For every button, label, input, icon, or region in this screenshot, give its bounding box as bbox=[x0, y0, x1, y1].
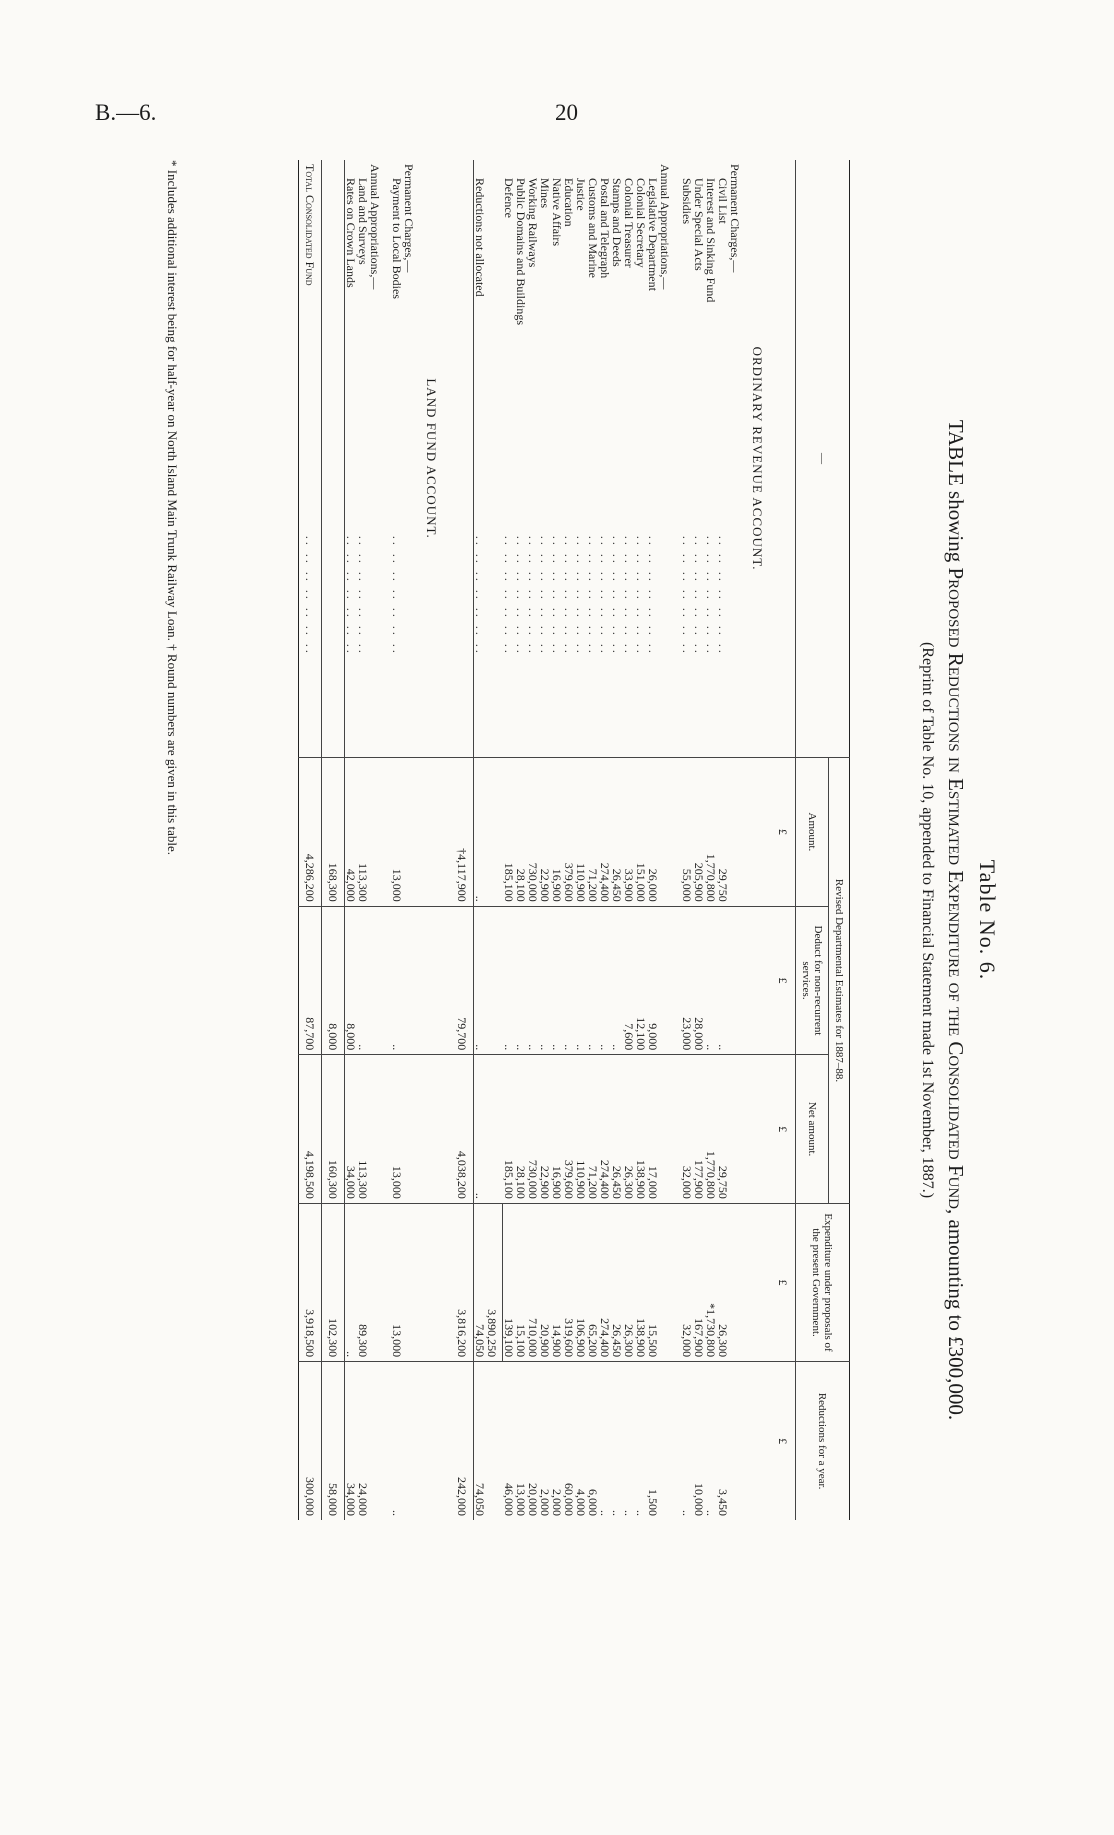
empty-cell bbox=[486, 758, 503, 907]
annual-appropriation-row bbox=[635, 160, 647, 1520]
cell-exp: 89,300 bbox=[357, 1203, 369, 1361]
group-heading: Permanent Charges,— bbox=[728, 164, 742, 273]
row-label: Native Affairs bbox=[550, 178, 564, 247]
leader-dots: .. .. .. .. .. .. .. bbox=[646, 535, 660, 656]
page-number: 20 bbox=[555, 100, 578, 125]
empty-cell bbox=[659, 758, 671, 907]
row-label bbox=[451, 160, 474, 435]
row-label: Public Domains and Buildings bbox=[514, 178, 528, 325]
leader-dots: .. .. .. .. .. .. .. bbox=[598, 535, 612, 656]
cell-deduct: .. bbox=[563, 906, 575, 1055]
cell-amount: 28,100 bbox=[515, 758, 527, 907]
empty-cell bbox=[486, 1362, 503, 1520]
leader-dots: .. .. .. .. .. .. .. bbox=[692, 535, 706, 656]
leader-dots: .. .. .. .. .. .. .. bbox=[526, 535, 540, 656]
cell-exp: 274,400 bbox=[599, 1203, 611, 1361]
empty-cell bbox=[369, 1362, 381, 1520]
empty-cell bbox=[729, 1203, 741, 1361]
cell-amount: .. bbox=[474, 758, 487, 907]
cell-red: 20,000 bbox=[527, 1362, 539, 1520]
cell-deduct: 8,000 bbox=[345, 906, 358, 1055]
cell-red: 6,000 bbox=[587, 1362, 599, 1520]
empty-cell bbox=[741, 1203, 777, 1361]
cell-red: .. bbox=[623, 1362, 635, 1520]
cell-red: 24,000 bbox=[357, 1362, 369, 1520]
cell-amount: 29,750 bbox=[717, 758, 729, 907]
cell-net: 26,300 bbox=[623, 1055, 635, 1204]
empty-cell bbox=[729, 1362, 741, 1520]
cell-net: 113,300 bbox=[357, 1055, 369, 1204]
empty-cell bbox=[486, 906, 503, 1055]
empty-cell bbox=[659, 1362, 671, 1520]
cell-net: 34,000 bbox=[345, 1055, 358, 1204]
currency-amount: £ bbox=[777, 758, 796, 907]
row-label: Postal and Telegraph bbox=[598, 178, 612, 279]
land-annual-row bbox=[357, 160, 369, 1520]
cell-red: 34,000 bbox=[345, 1362, 358, 1520]
cell-deduct: 9,000 bbox=[647, 906, 659, 1055]
leader-dots: .. .. .. .. .. .. .. bbox=[356, 535, 370, 656]
leader-dots: .. .. .. .. .. .. .. bbox=[622, 535, 636, 656]
cell-deduct: 28,000 bbox=[693, 906, 705, 1055]
row-label: Total Consolidated Fund bbox=[299, 160, 322, 435]
row-label: Customs and Marine bbox=[586, 178, 600, 278]
leader-dots: .. .. .. .. .. .. .. bbox=[502, 535, 516, 656]
empty-cell bbox=[659, 906, 671, 1055]
group-heading: Annual Appropriations,— bbox=[368, 164, 382, 290]
cell-red: .. bbox=[681, 1362, 693, 1520]
cell-net: 138,900 bbox=[635, 1055, 647, 1204]
row-label: Legislative Department bbox=[646, 178, 660, 291]
reductions-table bbox=[298, 160, 850, 1520]
label-column-header: — bbox=[796, 160, 850, 758]
leader-dots: .. .. .. .. .. .. .. bbox=[716, 535, 730, 656]
empty-cell bbox=[741, 1055, 777, 1204]
cell-net: 13,000 bbox=[391, 1055, 403, 1204]
cell-exp: 319,600 bbox=[563, 1203, 575, 1361]
cell-exp: 20,900 bbox=[539, 1203, 551, 1361]
cell-deduct: .. bbox=[611, 906, 623, 1055]
empty-cell bbox=[729, 906, 741, 1055]
revised-estimates-header: Revised Departmental Estimates for 1887–88. bbox=[829, 758, 850, 1204]
empty-cell bbox=[659, 1203, 671, 1361]
leader-dots: .. .. .. .. .. .. .. bbox=[514, 535, 528, 656]
leader-dots: .. .. .. .. .. .. .. bbox=[704, 535, 718, 656]
annual-appropriation-row bbox=[611, 160, 623, 1520]
cell-red: 300,000 bbox=[299, 1362, 322, 1520]
cell-deduct: .. bbox=[527, 906, 539, 1055]
land-permanent-row bbox=[391, 160, 403, 1520]
subtotal-exp: 3,890,250 bbox=[486, 1203, 503, 1361]
cell-deduct: 79,700 bbox=[451, 906, 474, 1055]
empty-cell bbox=[369, 758, 381, 907]
row-label: Colonial Secretary bbox=[634, 178, 648, 268]
empty-cell bbox=[415, 1055, 451, 1204]
leader-dots: .. .. .. .. .. .. .. bbox=[574, 535, 588, 656]
cell-amount: 71,200 bbox=[587, 758, 599, 907]
empty-cell bbox=[741, 758, 777, 907]
cell-exp: 106,900 bbox=[575, 1203, 587, 1361]
spacer-row bbox=[381, 160, 391, 1520]
table-number: Table No. 6. bbox=[975, 859, 1000, 981]
rotated-table-page bbox=[130, 140, 1010, 1700]
expenditure-header: Expenditure under proposals of the present Government. bbox=[796, 1203, 850, 1361]
group-heading: Permanent Charges,— bbox=[402, 164, 416, 273]
cell-exp: 710,000 bbox=[527, 1203, 539, 1361]
cell-deduct: 8,000 bbox=[322, 906, 345, 1055]
cell-deduct: .. bbox=[717, 906, 729, 1055]
row-label: Reductions not allocated bbox=[473, 178, 487, 297]
group-heading: Annual Appropriations,— bbox=[658, 164, 672, 290]
cell-net: 29,750 bbox=[717, 1055, 729, 1204]
cell-red: .. bbox=[635, 1362, 647, 1520]
cell-amount: 13,000 bbox=[391, 758, 403, 907]
cell-deduct: .. bbox=[503, 906, 516, 1055]
permanent-charge-row bbox=[705, 160, 717, 1520]
row-label: Justice bbox=[574, 178, 588, 211]
row-label: Rates on Crown Lands bbox=[344, 178, 358, 288]
cell-red: .. bbox=[599, 1362, 611, 1520]
cell-net: 28,100 bbox=[515, 1055, 527, 1204]
empty-cell bbox=[741, 1362, 777, 1520]
cell-exp: 15,500 bbox=[647, 1203, 659, 1361]
cell-net: 379,600 bbox=[563, 1055, 575, 1204]
cell-amount: 168,300 bbox=[322, 758, 345, 907]
annual-appropriation-row bbox=[587, 160, 599, 1520]
empty-cell bbox=[369, 1203, 381, 1361]
deduct-header: Deduct for non-recurrent services. bbox=[796, 906, 829, 1055]
leader-dots: .. .. .. .. .. .. .. bbox=[538, 535, 552, 656]
currency-exp: £ bbox=[777, 1203, 796, 1361]
cell-net: 185,100 bbox=[503, 1055, 516, 1204]
row-label: Working Railways bbox=[526, 178, 540, 268]
cell-amount: 33,900 bbox=[623, 758, 635, 907]
title-caps: Proposed Reductions in Estimated Expenditure of the Consolidated Fund, bbox=[944, 567, 968, 1215]
empty-cell bbox=[415, 1362, 451, 1520]
annual-appropriation-row bbox=[539, 160, 551, 1520]
cell-amount: 185,100 bbox=[503, 758, 516, 907]
annual-appropriation-row bbox=[527, 160, 539, 1520]
leader-dots bbox=[322, 435, 345, 758]
leader-dots bbox=[451, 435, 474, 758]
leader-dots: .. .. .. .. .. .. .. bbox=[550, 535, 564, 656]
row-label: Mines bbox=[538, 178, 552, 208]
empty-cell bbox=[741, 906, 777, 1055]
empty-cell bbox=[729, 758, 741, 907]
page-reference: B.—6. bbox=[95, 100, 157, 125]
row-label: Under Special Acts bbox=[692, 178, 706, 271]
cell-exp: 14,900 bbox=[551, 1203, 563, 1361]
row-label: Defence bbox=[502, 178, 516, 218]
empty-cell bbox=[403, 1203, 415, 1361]
cell-amount: 26,000 bbox=[647, 758, 659, 907]
cell-amount: 379,600 bbox=[563, 758, 575, 907]
cell-net: 26,450 bbox=[611, 1055, 623, 1204]
currency-net: £ bbox=[777, 1055, 796, 1204]
empty-cell bbox=[415, 906, 451, 1055]
cell-amount: 22,900 bbox=[539, 758, 551, 907]
cell-exp: 13,000 bbox=[391, 1203, 403, 1361]
cell-amount: 4,286,200 bbox=[299, 758, 322, 907]
cell-exp: 139,100 bbox=[503, 1203, 516, 1361]
cell-exp: 15,100 bbox=[515, 1203, 527, 1361]
cell-deduct: .. bbox=[357, 906, 369, 1055]
section-heading-row bbox=[741, 160, 777, 1520]
cell-amount: 42,000 bbox=[345, 758, 358, 907]
cell-red: 242,000 bbox=[451, 1362, 474, 1520]
section-heading-row bbox=[415, 160, 451, 1520]
cell-amount: 55,000 bbox=[681, 758, 693, 907]
cell-exp: 26,300 bbox=[717, 1203, 729, 1361]
cell-deduct: .. bbox=[539, 906, 551, 1055]
spacer-cell bbox=[671, 160, 681, 758]
leader-dots: .. .. .. .. .. .. .. bbox=[390, 535, 404, 656]
leader-dots: .. .. .. .. .. .. .. bbox=[299, 435, 322, 758]
cell-net: 4,198,500 bbox=[299, 1055, 322, 1204]
cell-red: 4,000 bbox=[575, 1362, 587, 1520]
section-heading: LAND FUND ACCOUNT. bbox=[424, 378, 439, 539]
cell-net: 177,900 bbox=[693, 1055, 705, 1204]
cell-deduct: .. bbox=[391, 906, 403, 1055]
cell-deduct: 12,100 bbox=[635, 906, 647, 1055]
cell-net: 32,000 bbox=[681, 1055, 693, 1204]
cell-deduct: .. bbox=[474, 906, 487, 1055]
cell-red: 10,000 bbox=[693, 1362, 705, 1520]
cell-deduct: .. bbox=[515, 906, 527, 1055]
cell-red: .. bbox=[705, 1362, 717, 1520]
cell-amount: 113,300 bbox=[357, 758, 369, 907]
empty-cell bbox=[729, 1055, 741, 1204]
annual-appropriation-row bbox=[575, 160, 587, 1520]
empty-cell bbox=[403, 758, 415, 907]
group-heading-row bbox=[369, 160, 381, 1520]
ordinary-total-row bbox=[451, 160, 474, 1520]
cell-exp: 3,816,200 bbox=[451, 1203, 474, 1361]
leader-dots: .. .. .. .. .. .. .. bbox=[562, 535, 576, 656]
cell-net: 110,900 bbox=[575, 1055, 587, 1204]
row-label: Interest and Sinking Fund bbox=[704, 178, 718, 303]
amount-header: Amount. bbox=[796, 758, 829, 907]
cell-amount: 26,450 bbox=[611, 758, 623, 907]
permanent-charge-row bbox=[681, 160, 693, 1520]
empty-cell bbox=[415, 1203, 451, 1361]
table-subtitle: (Reprint of Table No. 10, appended to Financial Statement made 1st November, 1887.) bbox=[919, 641, 936, 1199]
cell-red: 58,000 bbox=[322, 1362, 345, 1520]
cell-exp: 138,900 bbox=[635, 1203, 647, 1361]
annual-appropriation-row bbox=[503, 160, 516, 1520]
row-label: Subsidies bbox=[680, 178, 694, 225]
cell-red: 2,000 bbox=[539, 1362, 551, 1520]
currency-red: £ bbox=[777, 1362, 796, 1520]
cell-net: 22,900 bbox=[539, 1055, 551, 1204]
cell-red: 46,000 bbox=[503, 1362, 516, 1520]
cell-net: 274,400 bbox=[599, 1055, 611, 1204]
cell-deduct: 87,700 bbox=[299, 906, 322, 1055]
cell-red: 3,450 bbox=[717, 1362, 729, 1520]
cell-red: .. bbox=[391, 1362, 403, 1520]
currency-row bbox=[777, 160, 796, 1520]
expenditure-subtotal-row bbox=[486, 160, 503, 1520]
cell-amount: 151,000 bbox=[635, 758, 647, 907]
table-body bbox=[299, 160, 796, 1520]
cell-deduct: .. bbox=[587, 906, 599, 1055]
empty-cell bbox=[671, 1362, 681, 1520]
currency-deduct: £ bbox=[777, 906, 796, 1055]
cell-exp: 26,450 bbox=[611, 1203, 623, 1361]
cell-deduct: .. bbox=[575, 906, 587, 1055]
land-annual-row bbox=[345, 160, 358, 1520]
cell-amount: 16,900 bbox=[551, 758, 563, 907]
leader-dots: .. .. .. .. .. .. .. bbox=[344, 535, 358, 656]
section-heading: ORDINARY REVENUE ACCOUNT. bbox=[750, 346, 765, 571]
cell-net: .. bbox=[474, 1055, 487, 1204]
row-label: Payment to Local Bodies bbox=[390, 178, 404, 299]
cell-amount: †4,117,900 bbox=[451, 758, 474, 907]
empty-cell bbox=[777, 160, 796, 758]
empty-cell bbox=[369, 1055, 381, 1204]
table-title bbox=[943, 140, 968, 1700]
empty-cell bbox=[369, 906, 381, 1055]
cell-exp: 3,918,500 bbox=[299, 1203, 322, 1361]
cell-deduct: .. bbox=[705, 906, 717, 1055]
cell-amount: 274,400 bbox=[599, 758, 611, 907]
empty-cell bbox=[381, 1362, 391, 1520]
annual-appropriation-row bbox=[599, 160, 611, 1520]
cell-net: 16,900 bbox=[551, 1055, 563, 1204]
empty-cell bbox=[403, 1055, 415, 1204]
cell-exp: 32,000 bbox=[681, 1203, 693, 1361]
empty-cell bbox=[659, 1055, 671, 1204]
cell-exp: 102,300 bbox=[322, 1203, 345, 1361]
grand-total-row bbox=[299, 160, 322, 1520]
leader-dots: .. .. .. .. .. .. .. bbox=[586, 535, 600, 656]
empty-cell bbox=[403, 906, 415, 1055]
annual-appropriation-row bbox=[563, 160, 575, 1520]
leader-dots: .. .. .. .. .. .. .. bbox=[610, 535, 624, 656]
cell-net: 160,300 bbox=[322, 1055, 345, 1204]
cell-exp: *1,730,800 bbox=[705, 1203, 717, 1361]
empty-cell bbox=[403, 1362, 415, 1520]
cell-exp: 167,900 bbox=[693, 1203, 705, 1361]
cell-red: 13,000 bbox=[515, 1362, 527, 1520]
footnote: * Includes additional interest being for half-year on North Island Main Trunk Railway Loan. † Round numbers are given in this table. bbox=[165, 160, 180, 855]
annual-appropriation-row bbox=[551, 160, 563, 1520]
row-label bbox=[322, 160, 345, 435]
cell-deduct: .. bbox=[551, 906, 563, 1055]
cell-amount: 730,000 bbox=[527, 758, 539, 907]
cell-net: 1,770,800 bbox=[705, 1055, 717, 1204]
group-heading-row bbox=[729, 160, 741, 1520]
title-prefix: TABLE showing bbox=[944, 419, 968, 563]
row-label: Land and Surveys bbox=[356, 178, 370, 265]
title-suffix: amounting to £300,000. bbox=[944, 1219, 968, 1421]
net-header: Net amount. bbox=[796, 1055, 829, 1204]
cell-exp: 65,200 bbox=[587, 1203, 599, 1361]
cell-net: 71,200 bbox=[587, 1055, 599, 1204]
cell-net: 730,000 bbox=[527, 1055, 539, 1204]
row-label: Stamps and Deeds bbox=[610, 178, 624, 267]
group-heading-row bbox=[403, 160, 415, 1520]
cell-red: 60,000 bbox=[563, 1362, 575, 1520]
annual-appropriation-row bbox=[623, 160, 635, 1520]
annual-appropriation-row bbox=[515, 160, 527, 1520]
empty-cell bbox=[415, 758, 451, 907]
cell-red: .. bbox=[611, 1362, 623, 1520]
leader-dots: .. .. .. .. .. .. .. bbox=[473, 535, 487, 656]
cell-deduct: 23,000 bbox=[681, 906, 693, 1055]
row-label: Colonial Treasurer bbox=[622, 178, 636, 268]
empty-cell bbox=[486, 1055, 503, 1204]
leader-dots: .. .. .. .. .. .. .. bbox=[680, 535, 694, 656]
cell-amount: 205,900 bbox=[693, 758, 705, 907]
permanent-charge-row bbox=[717, 160, 729, 1520]
cell-amount: 110,900 bbox=[575, 758, 587, 907]
row-label: Education bbox=[562, 178, 576, 227]
cell-net: 17,000 bbox=[647, 1055, 659, 1204]
leader-dots: .. .. .. .. .. .. .. bbox=[634, 535, 648, 656]
cell-net: 4,038,200 bbox=[451, 1055, 474, 1204]
group-heading-row bbox=[659, 160, 671, 1520]
cell-red: 1,500 bbox=[647, 1362, 659, 1520]
row-label: Civil List bbox=[716, 178, 730, 224]
cell-amount: 1,770,800 bbox=[705, 758, 717, 907]
cell-red: 2,000 bbox=[551, 1362, 563, 1520]
cell-exp: 74,050 bbox=[474, 1203, 487, 1361]
cell-deduct: .. bbox=[599, 906, 611, 1055]
land-total-row bbox=[322, 160, 345, 1520]
empty-cell bbox=[486, 160, 503, 758]
cell-exp: 26,300 bbox=[623, 1203, 635, 1361]
cell-exp: .. bbox=[345, 1203, 358, 1361]
empty-cell bbox=[381, 906, 391, 1055]
annual-appropriation-row bbox=[647, 160, 659, 1520]
spacer-row bbox=[671, 160, 681, 1520]
cell-deduct: 7,600 bbox=[623, 906, 635, 1055]
reductions-header: Reductions for a year. bbox=[796, 1362, 850, 1520]
cell-red: 74,050 bbox=[474, 1362, 487, 1520]
